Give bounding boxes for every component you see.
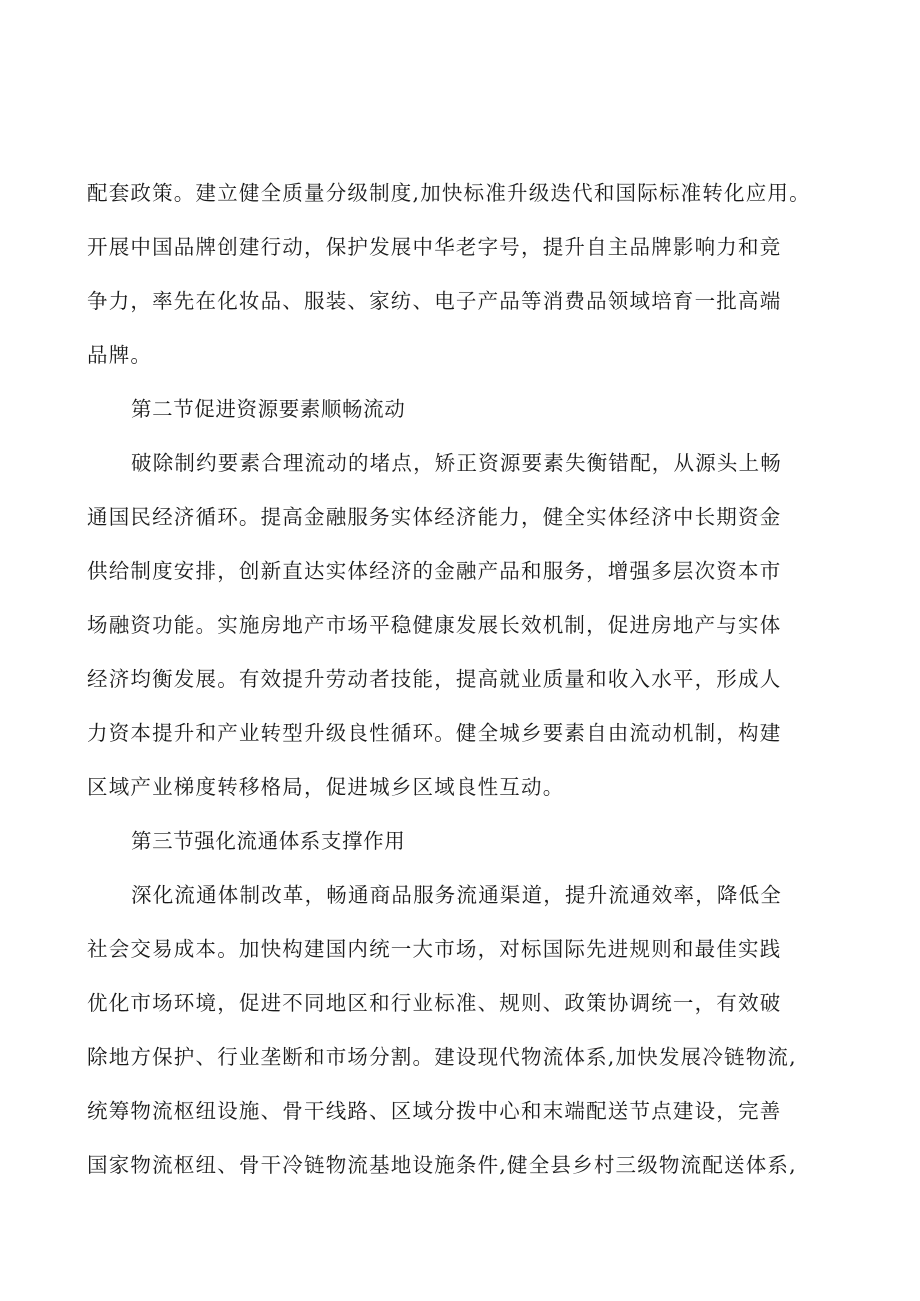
paragraph-circulation-system: [87, 868, 839, 1192]
paragraph-resource-flow: [87, 436, 839, 814]
text-line: 社会交易成本。加快构建国内统一大市场，对标国际先进规则和最佳实践: [87, 937, 782, 961]
text-line: 配套政策。建立健全质量分级制度,加快标准升级迭代和国际标准转化应用。: [87, 181, 811, 205]
text-line: 破除制约要素合理流动的堵点，矫正资源要素失衡错配，从源头上畅: [131, 451, 782, 475]
text-line: 深化流通体制改革，畅通商品服务流通渠道，提升流通效率，降低全: [131, 883, 782, 907]
text-line: 力资本提升和产业转型升级良性循环。健全城乡要素自由流动机制，构建: [87, 721, 782, 745]
text-line: 经济均衡发展。有效提升劳动者技能，提高就业质量和收入水平，形成人: [87, 667, 782, 691]
text-line: 争力，率先在化妆品、服装、家纺、电子产品等消费品领域培育一批高端: [87, 289, 782, 313]
text-line: 统筹物流枢纽设施、骨干线路、区域分拨中心和末端配送节点建设，完善: [87, 1099, 782, 1123]
paragraph-brand-building: [87, 166, 839, 382]
text-line: 除地方保护、行业垄断和市场分割。建设现代物流体系,加快发展冷链物流,: [87, 1045, 797, 1069]
section-heading-2: 第二节促进资源要素顺畅流动: [131, 397, 406, 421]
text-line: 供给制度安排，创新直达实体经济的金融产品和服务，增强多层次资本市: [87, 559, 782, 583]
text-line: 品牌。: [87, 343, 153, 367]
document-page: [87, 166, 839, 1192]
text-line: 场融资功能。实施房地产市场平稳健康发展长效机制，促进房地产与实体: [87, 613, 782, 637]
text-line: 优化市场环境，促进不同地区和行业标准、规则、政策协调统一，有效破: [87, 991, 782, 1015]
text-line: 通国民经济循环。提高金融服务实体经济能力，健全实体经济中长期资金: [87, 505, 782, 529]
text-line: 开展中国品牌创建行动，保护发展中华老字号，提升自主品牌影响力和竞: [87, 235, 782, 259]
text-line: 国家物流枢纽、骨干冷链物流基地设施条件,健全县乡村三级物流配送体系,: [87, 1153, 797, 1177]
section-heading-3: 第三节强化流通体系支撑作用: [131, 829, 406, 853]
text-line: 区域产业梯度转移格局，促进城乡区域良性互动。: [87, 775, 565, 799]
